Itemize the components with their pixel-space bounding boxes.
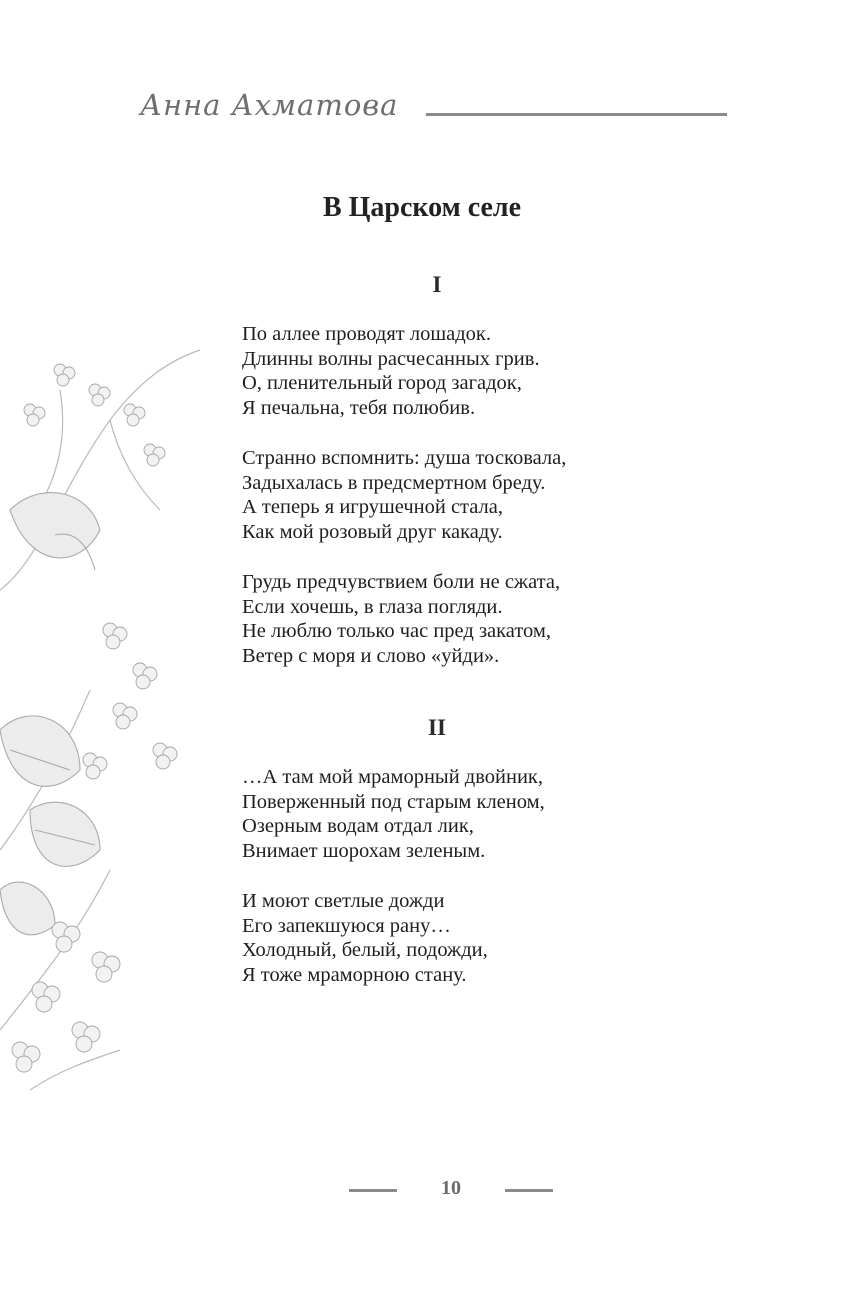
stanza xyxy=(242,765,545,863)
stanza xyxy=(242,322,540,420)
folio-rule-right xyxy=(505,1189,553,1192)
poem-title: В Царском селе xyxy=(322,192,522,223)
verse-line: Если хочешь, в глаза погляди. xyxy=(242,595,503,618)
verse-line: Длинны волны расчесанных грив. xyxy=(242,347,540,370)
verse-line: О, пленительный город загадок, xyxy=(242,372,522,395)
verse-line: Озерным водам отдал лик, xyxy=(242,815,474,838)
verse-line: Я тоже мраморною стану. xyxy=(242,963,467,986)
verse-line: Как мой розовый друг какаду. xyxy=(242,520,503,543)
lilac-illustration xyxy=(0,330,230,1170)
verse-line: Ветер с моря и слово «уйди». xyxy=(242,644,500,667)
verse-line: Я печальна, тебя полюбив. xyxy=(242,396,476,419)
verse-line: Его запекшуюся рану… xyxy=(242,914,451,937)
verse-line: А теперь я игрушечной стала, xyxy=(242,496,503,519)
folio-rule-left xyxy=(349,1189,397,1192)
verse-line: Задыхалась в предсмертном бреду. xyxy=(242,471,546,494)
stanza xyxy=(242,570,560,668)
verse-line: Холодный, белый, подожди, xyxy=(242,939,488,962)
verse-line: Не люблю только час пред закатом, xyxy=(242,620,552,643)
part-number: II xyxy=(428,715,446,740)
verse-line: По аллее проводят лошадок. xyxy=(242,323,491,345)
header-rule xyxy=(426,113,727,116)
verse-line: Внимает шорохам зеленым. xyxy=(242,839,486,862)
verse-line: И моют светлые дожди xyxy=(242,890,445,912)
verse-line: Поверженный под старым кленом, xyxy=(242,790,545,813)
running-head-author: Анна Ахматова xyxy=(140,88,399,122)
verse-line: Странно вспомнить: душа тосковала, xyxy=(242,447,567,469)
page-number: 10 xyxy=(441,1177,461,1199)
stanza xyxy=(242,446,566,544)
verse-line: Грудь предчувствием боли не сжата, xyxy=(242,571,561,593)
part-number: I xyxy=(432,272,442,297)
verse-line: …А там мой мраморный двойник, xyxy=(242,766,544,788)
stanza xyxy=(242,889,488,987)
